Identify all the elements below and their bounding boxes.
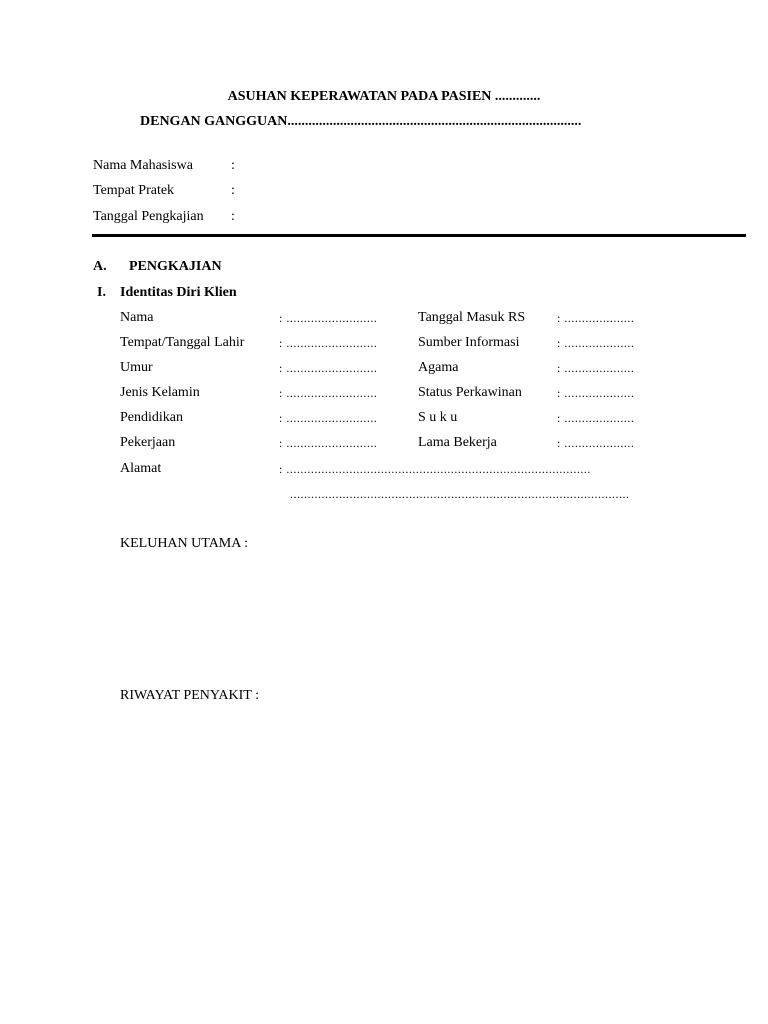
identity-label-gender: Jenis Kelamin — [120, 385, 200, 400]
address-line-2: ................................................................................................. — [290, 487, 630, 501]
identity-label-birth: Tempat/Tanggal Lahir — [120, 335, 245, 350]
identity-label-education: Pendidikan — [120, 410, 183, 425]
identity-label-address: Alamat — [120, 461, 162, 476]
identity-value-ethnicity: : .................... — [557, 411, 635, 425]
identity-value-marital: : .................... — [557, 386, 635, 400]
identity-value-job: : .......................... — [279, 436, 378, 450]
section-a-title: PENGKAJIAN — [129, 259, 222, 274]
practice-place-label: Tempat Pratek — [93, 183, 175, 198]
identity-label-work-duration: Lama Bekerja — [418, 435, 497, 450]
identity-value-info-source: : .................... — [557, 336, 635, 350]
assessment-date-label: Tanggal Pengkajian — [93, 209, 204, 224]
identity-value-education: : .......................... — [279, 411, 378, 425]
identity-value-gender: : .......................... — [279, 386, 378, 400]
identity-label-umur: Umur — [120, 360, 153, 375]
identity-label-job: Pekerjaan — [120, 435, 176, 450]
identity-value-work-duration: : .................... — [557, 436, 635, 450]
identity-value-umur: : .......................... — [279, 361, 378, 375]
identity-label-nama: Nama — [120, 310, 154, 325]
identity-label-religion: Agama — [418, 360, 459, 375]
section-i-number: I. — [97, 285, 106, 300]
identity-label-admission-date: Tanggal Masuk RS — [418, 310, 526, 325]
assessment-date-colon: : — [231, 209, 235, 224]
identity-label-info-source: Sumber Informasi — [418, 335, 520, 350]
chief-complaint-heading: KELUHAN UTAMA : — [120, 536, 248, 551]
document-title-line2: DENGAN GANGGUAN.................................................................................... — [140, 114, 582, 129]
identity-value-birth: : .......................... — [279, 336, 378, 350]
student-name-label: Nama Mahasiswa — [93, 158, 193, 173]
horizontal-rule — [92, 234, 746, 237]
identity-value-religion: : .................... — [557, 361, 635, 375]
section-a-letter: A. — [93, 259, 107, 274]
practice-place-colon: : — [231, 183, 235, 198]
document-title-line1: ASUHAN KEPERAWATAN PADA PASIEN ............. — [227, 89, 541, 104]
student-name-colon: : — [231, 158, 235, 173]
identity-value-nama: : .......................... — [279, 311, 378, 325]
identity-value-admission-date: : .................... — [557, 311, 635, 325]
identity-label-marital: Status Perkawinan — [418, 385, 522, 400]
medical-history-heading: RIWAYAT PENYAKIT : — [120, 688, 259, 703]
address-line-1: : ....................................................................................... — [279, 462, 591, 476]
identity-label-ethnicity: S u k u — [418, 410, 458, 425]
section-i-title: Identitas Diri Klien — [120, 285, 237, 300]
